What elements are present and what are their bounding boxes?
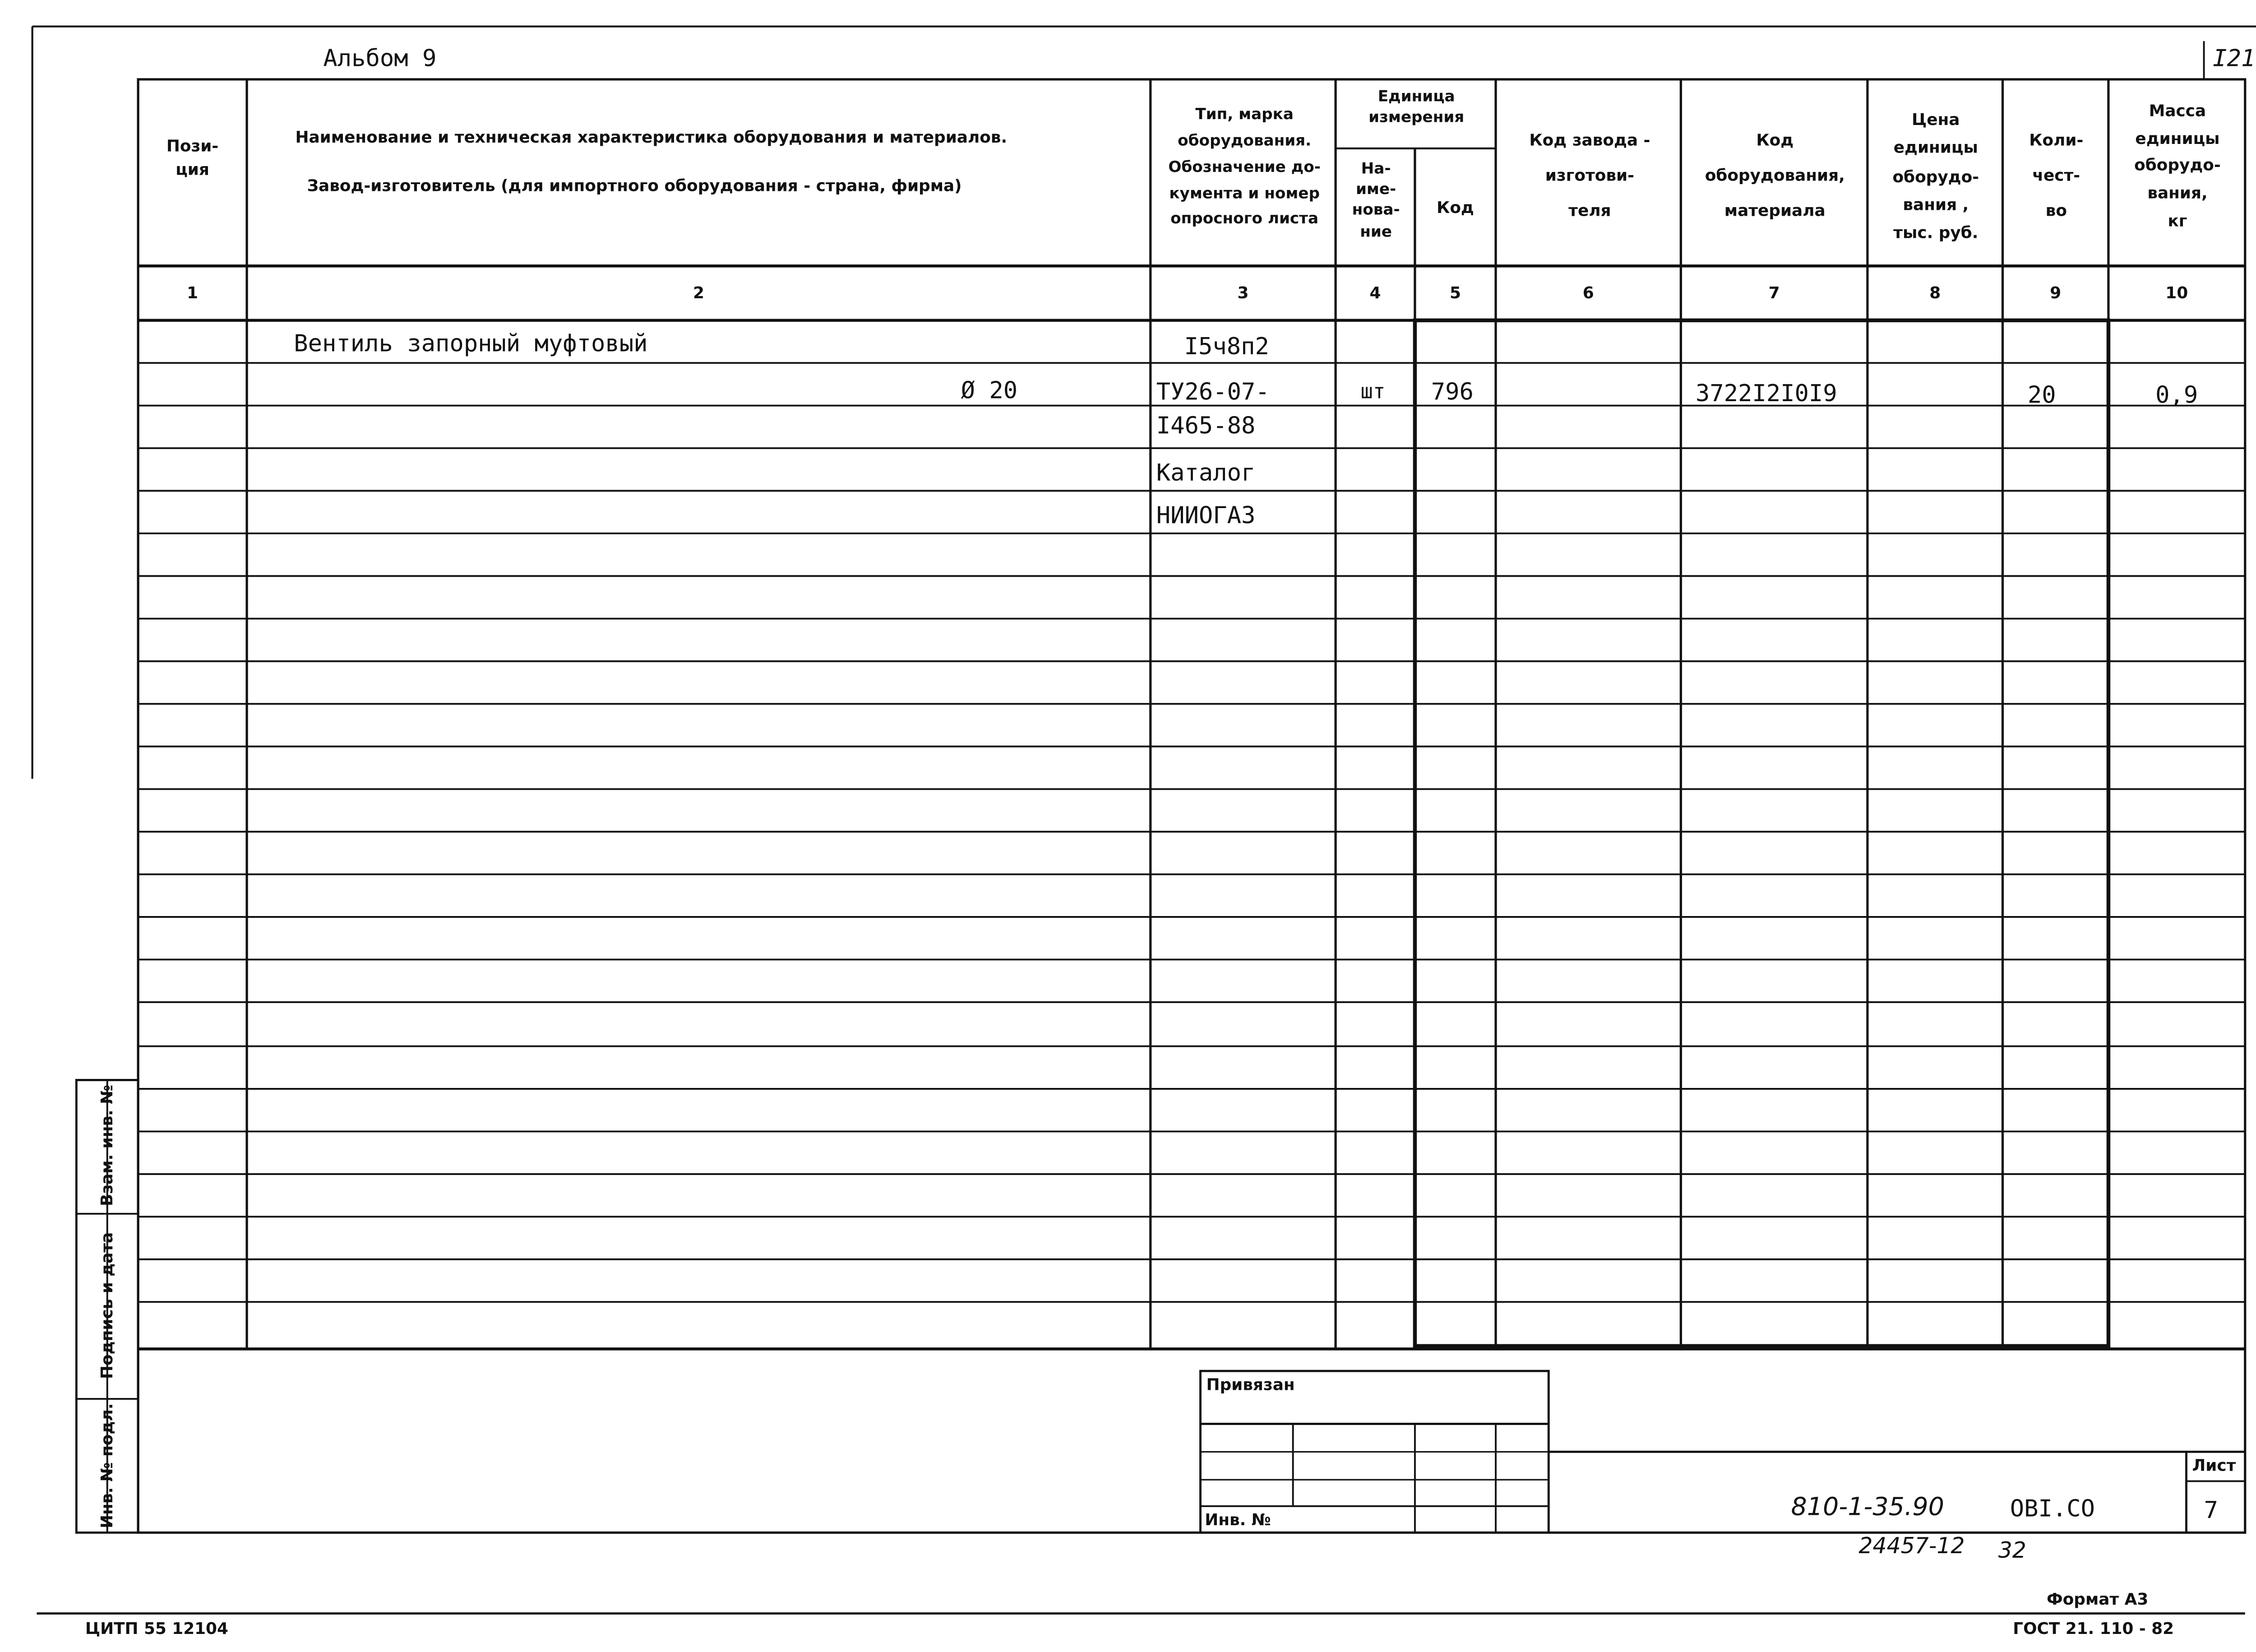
type-line-2: ТУ26-07- (1156, 377, 1270, 406)
header-name-line1: Наименование и техническая характеристика оборудования и материалов. (295, 128, 1008, 147)
colnum-10: 10 (2165, 283, 2188, 303)
mass-value: 0,9 (2155, 380, 2198, 409)
colnum-3: 3 (1237, 283, 1249, 303)
colnum-7: 7 (1768, 283, 1780, 303)
header-unit-name: На- име- нова- ние (1352, 160, 1400, 241)
material-code: 3722I2I0I9 (1695, 379, 1837, 407)
unit-name: шт (1360, 380, 1386, 404)
colnum-9: 9 (2050, 283, 2062, 303)
header-name-line2: Завод-изготовитель (для импортного оборудования - страна, фирма) (307, 176, 962, 196)
item-name: Вентиль запорный муфтовый (294, 329, 648, 357)
top-page-number: I21 (2213, 44, 2256, 72)
handwritten-suffix: 32 (1998, 1537, 2026, 1564)
footer-format: Формат А3 (2047, 1590, 2149, 1609)
type-line-3: I465-88 (1156, 411, 1256, 440)
stamp-vzam-inv: Взам. инв. № (97, 1084, 117, 1207)
colnum-6: 6 (1582, 283, 1594, 303)
colnum-5: 5 (1449, 283, 1461, 303)
header-quantity: Коли- чест- во (2029, 130, 2084, 221)
stamp-inv-podl: Инв. № подл. (97, 1403, 117, 1528)
header-type: Тип, марка оборудования. Обозначение до- кумента и номер опросного листа (1168, 106, 1321, 228)
quantity-value: 20 (2027, 380, 2056, 409)
footer-citp: ЦИТП 55 12104 (85, 1619, 228, 1638)
header-equipment-code: Код оборудования, материала (1705, 130, 1845, 221)
list-label: Лист (2192, 1456, 2236, 1476)
header-price: Цена единицы оборудо- вания , тыс. руб. (1892, 110, 1979, 243)
footer-gost: ГОСТ 21. 110 - 82 (2013, 1619, 2174, 1638)
header-unit-group: Единица измерения (1368, 88, 1465, 126)
document-number: 810-1-35.90 (1791, 1493, 1944, 1522)
album-label: Альбом 9 (323, 44, 437, 72)
header-factory-code: Код завода - изготови- теля (1529, 130, 1650, 221)
colnum-1: 1 (187, 283, 199, 303)
unit-code: 796 (1431, 377, 1474, 406)
header-position: Пози- ция (166, 136, 219, 180)
item-size: Ø 20 (961, 376, 1018, 404)
stamp-podpis-data: Подпись и дата (97, 1232, 117, 1379)
colnum-8: 8 (1929, 283, 1941, 303)
inv-no-label: Инв. № (1205, 1510, 1271, 1530)
header-mass: Масса единицы оборудо- вания, кг (2134, 101, 2221, 231)
type-line-5: НИИОГАЗ (1156, 501, 1256, 529)
handwritten-number: 24457-12 (1858, 1532, 1965, 1559)
colnum-2: 2 (693, 283, 704, 303)
type-line-4: Каталог (1156, 458, 1256, 486)
document-suffix: OBI.CO (2010, 1494, 2095, 1522)
header-unit-code: Код (1437, 198, 1474, 217)
colnum-4: 4 (1369, 283, 1381, 303)
privyazan-label: Привязан (1206, 1375, 1295, 1395)
type-line-1: I5ч8п2 (1184, 332, 1269, 360)
list-number: 7 (2204, 1496, 2218, 1524)
